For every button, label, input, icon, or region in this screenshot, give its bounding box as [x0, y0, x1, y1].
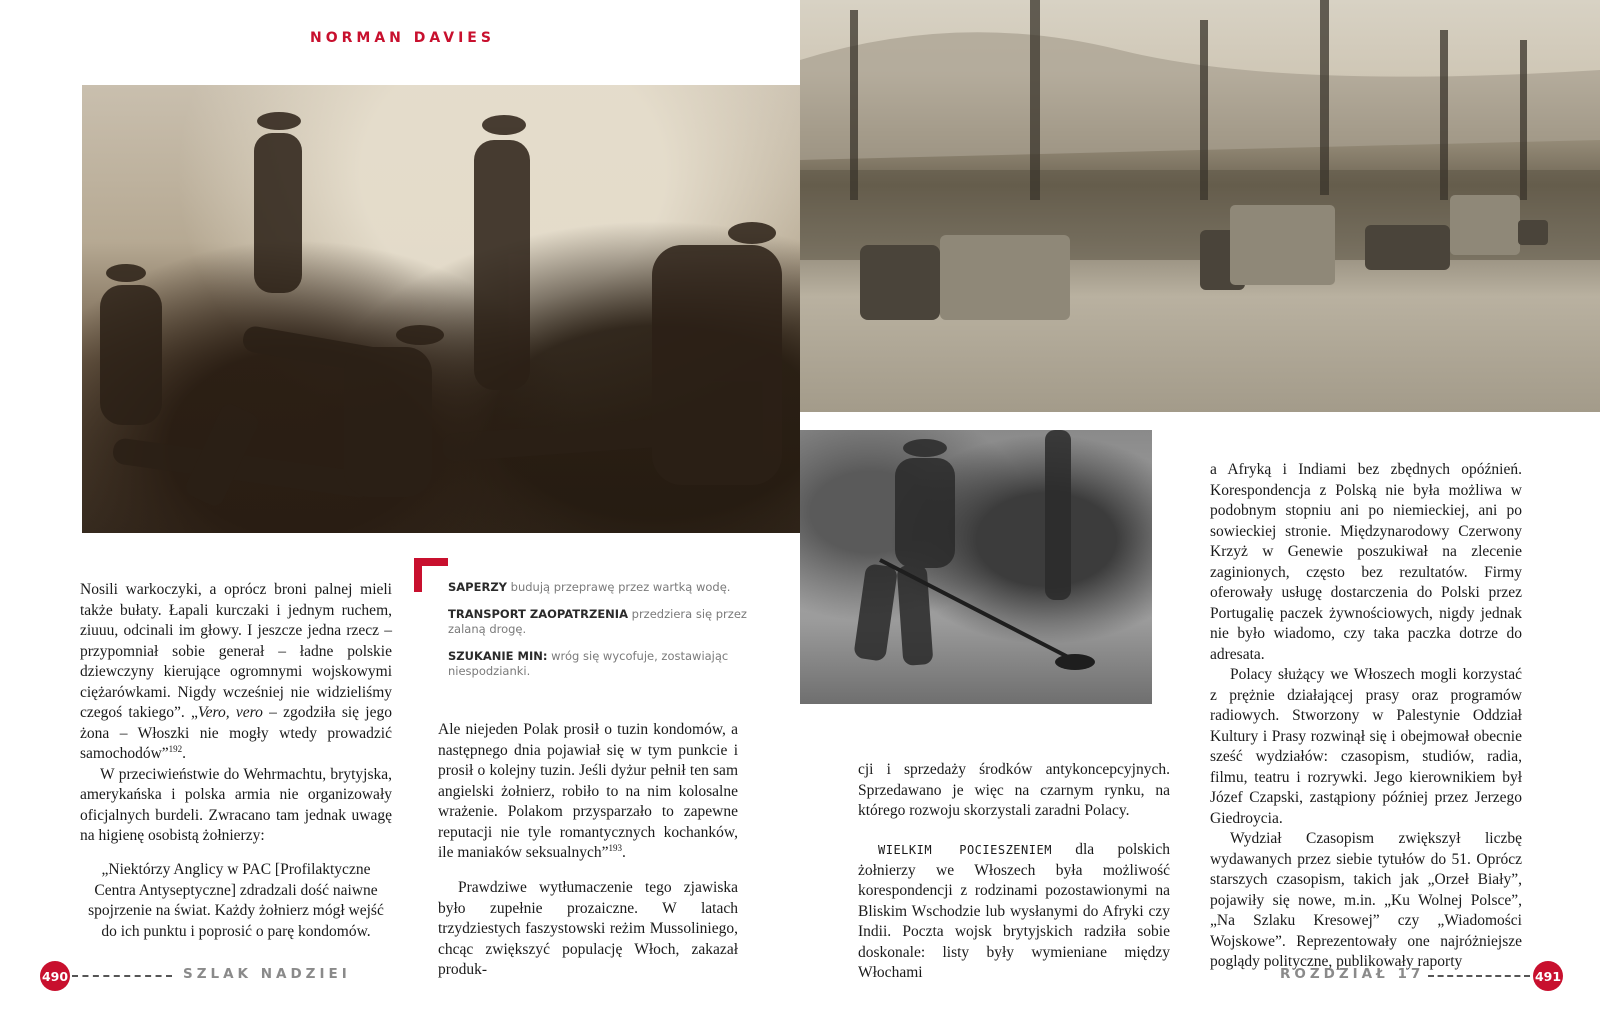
- paragraph: Polacy służący we Włoszech mogli korzystać z prężnie działającej prasy oraz programów radiowych. Stworzony w Palestynie Oddział Kultury i Prasy rozwinął się i obejmował obecnie sześć wydziałów: czasopism, studiów, radia, filmu, teatru i rozrywki. Jego kierownikiem był Józef Czapski, zastąpiony później przez Jerzego Giedroycia.: [1210, 666, 1522, 827]
- text-column-2: [438, 720, 738, 864]
- paragraph: Wydział Czasopism zwiększył liczbę wydawanych przez siebie tytułów do 51. Oprócz starszych czasopism, takich jak „Orzeł Biały”, pojawiły się nowe, m.in. „Ku Wolnej Polsce”, „Na Szlaku Kresowej” czy „Wiadomości Wojskowe”. Reprezentowały one najróżniejsze poglądy polityczne, publikowały raporty: [1210, 830, 1522, 970]
- paragraph: WIELKIM POCIESZENIEM dla polskich żołnierzy we Włoszech była możliwość korespondencji z rodzinami pozostawionymi na Bliskim Wschodzie lub wysłanymi do Afryki czy Indii. Poczta wojsk brytyjskich radziła sobie doskonale: listy były wymieniane między Włochami: [858, 841, 1170, 981]
- photo-sappers-illustration: [82, 85, 800, 533]
- text-column-3-section: [858, 840, 1170, 984]
- block-quote: „Niektórzy Anglicy w PAC [Profilaktyczne Centra Antyseptyczne] zdradzali dość naiwne spojrzenie na świat. Każdy żołnierz mógł wejść do ich punktu i poprosić o parę kondomów.: [88, 861, 384, 940]
- footnote-ref: 192: [168, 743, 183, 754]
- photo-mine-illustration: [800, 430, 1152, 704]
- photo-trucks-illustration: [800, 0, 1600, 412]
- text-column-2-continued: [438, 878, 738, 981]
- photo-sappers: [82, 85, 800, 533]
- text-column-4: [1210, 460, 1522, 973]
- running-foot-book-title: SZLAK NADZIEI: [183, 966, 351, 982]
- caption-corner-mark: [414, 558, 448, 592]
- page-number-right: 491: [1533, 961, 1563, 991]
- paragraph: cji i sprzedaży środków antykoncepcyjnych. Sprzedawano je więc na czarnym rynku, na którego rozwoju skorzystali zaradni Polacy.: [858, 761, 1170, 819]
- footnote-ref: 193: [608, 842, 622, 853]
- photo-captions: [448, 580, 748, 691]
- section-lead-caps: WIELKIM POCIESZENIEM: [878, 843, 1052, 857]
- text-column-1: [80, 580, 392, 847]
- caption-transport: TRANSPORT ZAOPATRZENIA przedziera się przez zalaną drogę.: [448, 607, 747, 636]
- text-column-3: [858, 760, 1170, 822]
- running-foot-chapter: ROZDZIAŁ 17: [1280, 966, 1425, 982]
- photo-mine-detection: [800, 430, 1152, 704]
- footer-dashes-left: [72, 975, 172, 977]
- footer-dashes-right: [1428, 975, 1530, 977]
- caption-mines: SZUKANIE MIN: wróg się wycofuje, zostawiając niespodzianki.: [448, 649, 729, 678]
- caption-sappers: SAPERZY budują przeprawę przez wartką wodę.: [448, 580, 731, 594]
- paragraph: Nosili warkoczyki, a oprócz broni palnej mieli także bułaty. Łapali kurczaki i jednym ruchem, ziuuu, odcinali im głowy. I jeszcze jedna rzecz – przypomniał sobie generał – ładne polskie dziewczyny kierujące ogromnymi wojskowymi ciężarówkami. Nigdy wcześniej nie widzieliśmy czegoś takiego”. „Vero, vero – zgodziła się jego żona – Włoszki nie mogły wtedy prowadzić samochodów”$^{192}$.: [80, 581, 392, 762]
- running-head-author: NORMAN DAVIES: [310, 30, 495, 46]
- paragraph: Ale niejeden Polak prosił o tuzin kondomów, a następnego dnia pojawiał się w tym punkcie i prosił o kolejny tuzin. Jeśli dyżur pełnił ten sam angielski żołnierz, robiło to na nim kolosalne wrażenie. Polakom przysparzało to zapewne reputacji nie tyle romantycznych kochanków, ile maniaków seksualnych”$^{193}$.: [438, 721, 738, 861]
- paragraph: W przeciwieństwie do Wehrmachtu, brytyjska, amerykańska i polska armia nie organizowały oficjalnych burdeli. Zwracano tam jednak uwagę na higienę osobistą żołnierzy:: [80, 765, 392, 844]
- photo-trucks-flooded-road: [800, 0, 1600, 412]
- paragraph: Prawdziwe wytłumaczenie tego zjawiska było zupełnie prozaiczne. W latach trzydziestych faszystowski reżim Mussoliniego, chcąc zwiększyć populację Włoch, zakazał produk-: [438, 879, 738, 978]
- paragraph: a Afryką i Indiami bez zbędnych opóźnień. Korespondencja z Polską nie była możliwa w podobnym stopniu ani po niemieckiej, ani po sowieckiej stronie. Międzynarodowy Czerwony Krzyż w Genewie poszukiwał na zlecenie zaginionych, często bez rezultatów. Firmy oferowały usługę dostarczenia do Polski przez Portugalię paczek żywnościowych, nigdy jednak nie było wiadomo, czy taka paczka dotrze do adresata.: [1210, 461, 1522, 663]
- page-number-left: 490: [40, 961, 70, 991]
